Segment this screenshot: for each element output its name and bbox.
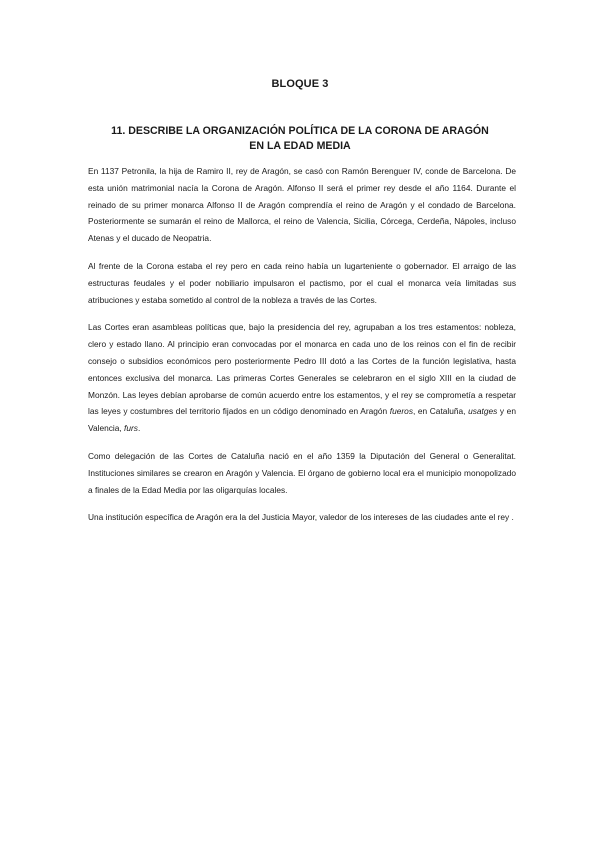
body-text — [88, 163, 516, 537]
paragraph-1: En 1137 Petronila, la hija de Ramiro II, rey de Aragón, se casó con Ramón Berenguer IV, conde de Barcelona. De esta unión matrimonial nacía la Corona de Aragón. Alfonso II será el primer rey desde el año 1164. Durante el reinado de su primer monarca Alfonso II de Aragón comprendía el reino de Aragón y el condado de Barcelona. Posteriormente se sumarán el reino de Mallorca, el reino de Valencia, Sicilia, Córcega, Cerdeña, Nápoles, incluso Atenas y el ducado de Neopatria. — [88, 166, 516, 244]
paragraph-4: Como delegación de las Cortes de Cataluña nació en el año 1359 la Diputación del General o Generalitat. Instituciones similares se crearon en Aragón y Valencia. El órgano de gobierno local era el municipio monopolizado a finales de la Edad Media por las oligarquías locales. — [88, 450, 516, 495]
section-title-line-2: EN LA EDAD MEDIA — [249, 140, 351, 152]
term-usatges: usatges — [468, 406, 498, 417]
paragraph-5: Una institución específica de Aragón era la del Justicia Mayor, valedor de los intereses de las ciudades ante el rey . — [88, 512, 514, 523]
section-title-line-1: 11. DESCRIBE LA ORGANIZACIÓN POLÍTICA DE LA CORONA DE ARAGÓN — [111, 125, 489, 137]
section-title — [88, 124, 512, 154]
paragraph-2: Al frente de la Corona estaba el rey pero en cada reino había un lugarteniente o gobernador. El arraigo de las estructuras feudales y el poder nobiliario impulsaron el pactismo, por el cual el monarca veía limitadas sus atribuciones y estaba sometido al control de la nobleza a través de las Cortes. — [88, 260, 516, 305]
term-fueros: fueros — [389, 406, 413, 417]
paragraph-3-end: . — [137, 423, 141, 434]
paragraph-3 — [88, 319, 516, 437]
paragraph-3-sep-2: y en Valencia, — [88, 406, 516, 434]
block-title: BLOQUE 3 — [271, 78, 329, 90]
paragraph-3-text: Las Cortes eran asambleas políticas que, bajo la presidencia del rey, agrupaban a los tres estamentos: nobleza, clero y estado llano. Al principio eran convocadas por el monarca en cada uno de los reinos con el fin de recibir consejo o subsidios económicos pero posteriormente Pedro III dotó a las Cortes de la función legislativa, hasta entonces exclusiva del monarca. Las primeras Cortes Generales se celebraron en el siglo XIII en la ciudad de Monzón. Las leyes debían aprobarse de común acuerdo entre los estamentos, y el rey se comprometía a respetar las leyes y costumbres del territorio fijados en un código denominado en Aragón — [88, 322, 516, 417]
paragraph-3-sep-1: , en Cataluña, — [413, 406, 466, 417]
term-furs: furs — [124, 423, 138, 434]
